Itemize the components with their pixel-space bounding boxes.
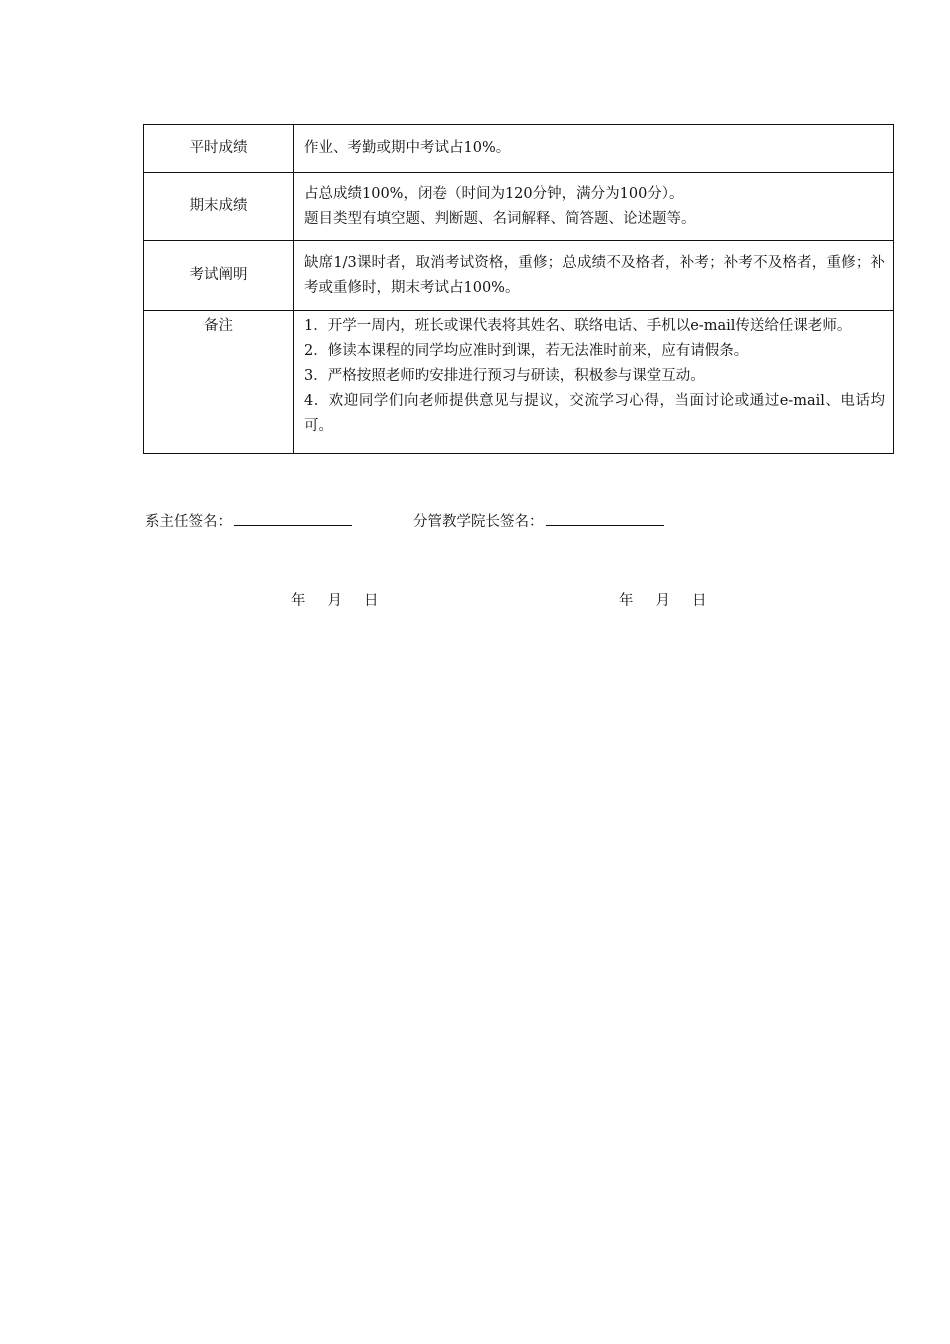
date-day: 日	[364, 593, 379, 609]
row-label-regular-grade: 平时成绩	[144, 125, 294, 173]
row-content-regular-grade	[294, 125, 894, 173]
row-content-final-grade	[294, 173, 894, 241]
date-day: 日	[692, 593, 707, 609]
notes-label-left: 备	[204, 318, 219, 334]
date-month: 月	[327, 593, 342, 609]
dean-signature	[413, 510, 664, 533]
date-month: 月	[655, 593, 670, 609]
dept-head-signature	[145, 510, 352, 533]
table-row-regular-grade	[144, 125, 894, 173]
content-line: 占总成绩100%，闭卷（时间为120分钟，满分为100分）。	[304, 185, 684, 202]
dept-head-signature-line[interactable]	[234, 510, 352, 526]
notes-label-right: 注	[218, 318, 233, 334]
row-label-exam-explanation: 考试阐明	[144, 241, 294, 311]
dept-head-date	[291, 590, 379, 612]
content-line: 作业、考勤或期中考试占10%。	[304, 140, 511, 156]
date-year: 年	[619, 593, 634, 609]
table-row-notes	[144, 311, 894, 454]
dean-date	[619, 590, 707, 612]
note-item-4: 4．欢迎同学们向老师提供意见与提议，交流学习心得，当面讨论或通过e-mail、电话均可。	[304, 393, 885, 434]
note-item-1: 1．开学一周内，班长或课代表将其姓名、联络电话、手机以e-mail传送给任课老师。	[304, 318, 852, 334]
content-line: 题目类型有填空题、判断题、名词解释、简答题、论述题等。	[304, 210, 696, 227]
note-item-3: 3．严格按照老师旳安排进行预习与研读，积极参与课堂互动。	[304, 368, 705, 384]
content-line: 缺席1/3课时者，取消考试资格，重修；总成绩不及格者，补考；补考不及格者，重修；补考或重修时，期末考试占100%。	[304, 254, 885, 296]
date-year: 年	[291, 593, 306, 609]
table-row-final-grade	[144, 173, 894, 241]
row-content-notes	[294, 311, 894, 454]
table-row-exam-explanation	[144, 241, 894, 311]
course-assessment-table	[143, 124, 894, 454]
dean-signature-label: 分管教学院长签名：	[413, 514, 544, 530]
row-label-notes	[144, 311, 294, 454]
note-item-2: 2．修读本课程的同学均应准时到课，若无法准时前来，应有请假条。	[304, 343, 749, 359]
row-label-final-grade: 期末成绩	[144, 173, 294, 241]
dept-head-signature-label: 系主任签名：	[145, 514, 232, 530]
row-content-exam-explanation	[294, 241, 894, 311]
dean-signature-line[interactable]	[546, 510, 664, 526]
